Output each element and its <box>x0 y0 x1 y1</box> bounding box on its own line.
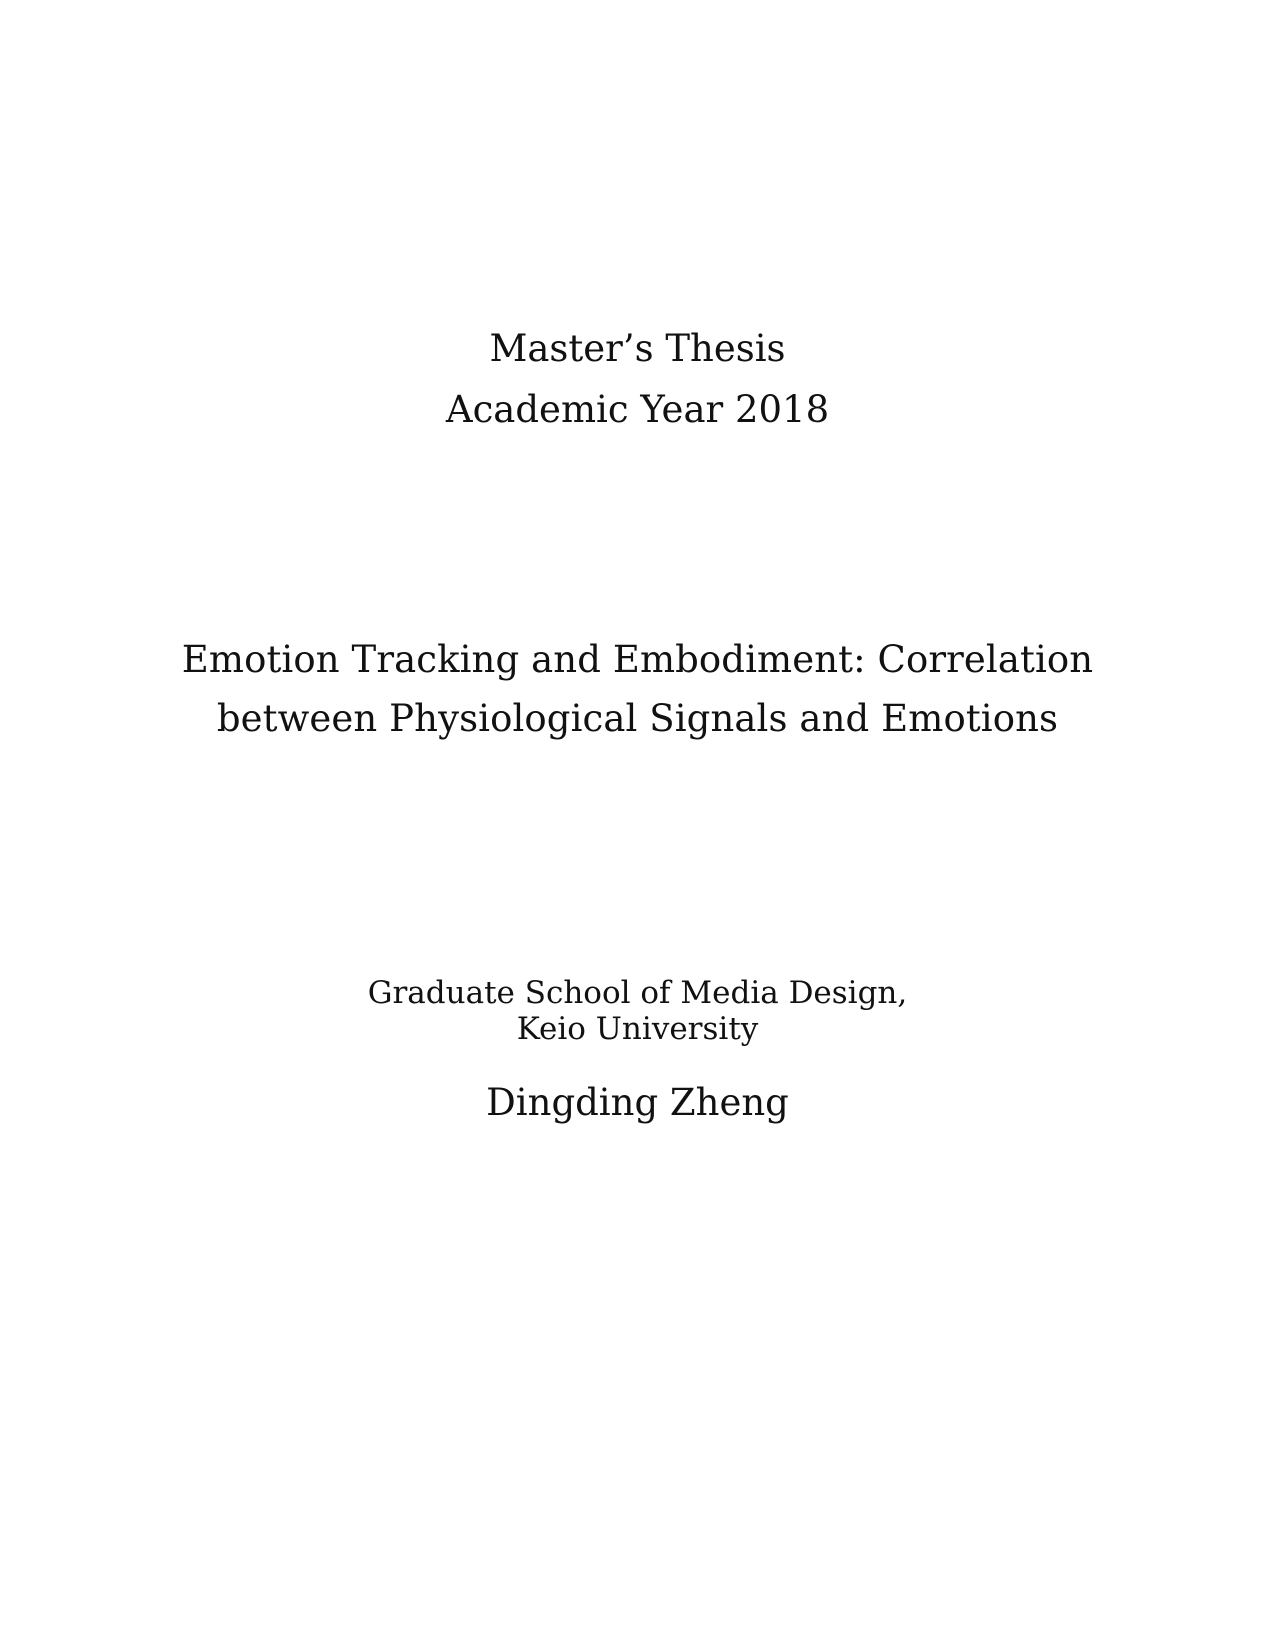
affiliation <box>0 975 1275 1047</box>
affiliation-line-2: Keio University <box>516 1011 759 1047</box>
degree-header <box>0 318 1275 440</box>
author-name-text: Dingding Zheng <box>486 1081 789 1124</box>
thesis-title-line-1: Emotion Tracking and Embodiment: Correlation <box>181 638 1094 681</box>
author-name <box>0 1078 1275 1128</box>
thesis-title <box>0 630 1275 748</box>
thesis-title-line-2: between Physiological Signals and Emotions <box>216 697 1059 740</box>
affiliation-line-1: Graduate School of Media Design, <box>367 975 908 1011</box>
academic-year: Academic Year 2018 <box>445 388 830 431</box>
degree-type: Master’s Thesis <box>489 327 786 370</box>
